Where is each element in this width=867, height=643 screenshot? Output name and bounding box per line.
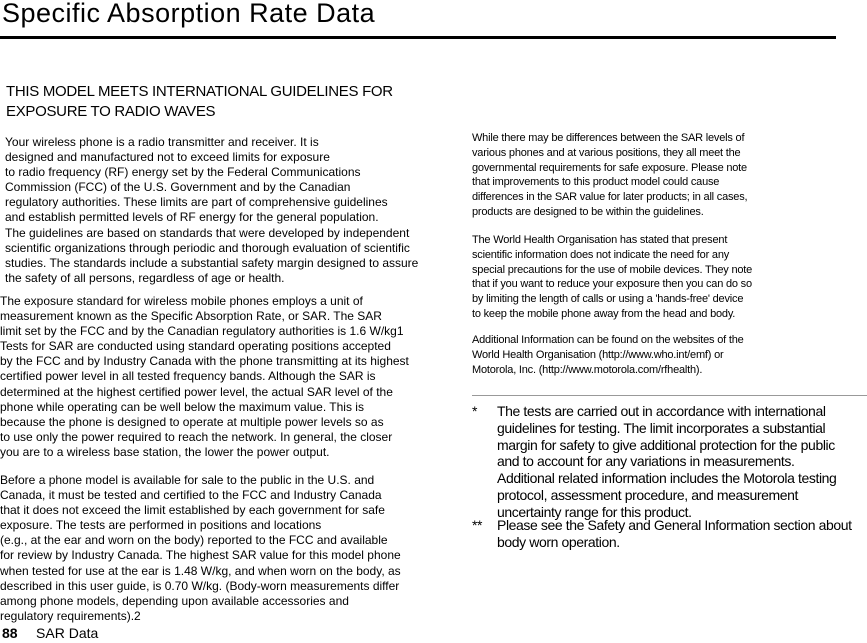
intro-paragraph: Your wireless phone is a radio transmitter and receiver. It is designed and manufactured not to exceed limits for exposure to radio frequency (RF) energy set by the Federal Communications Commission (FCC) of the U.S. Government and by the Canadian regulatory authorities. These limits are part of comprehensive guidelines and establish permitted levels of RF energy for the general population. The guidelines are based on standards that were developed by independent scientific organizations through periodic and thorough evaluation of scientific studies. The standards include a substantial safety margin designed to assure the safety of all persons, regardless of age or health. (5, 135, 419, 285)
page-number: 88 (2, 625, 18, 641)
who-paragraph: The World Health Organisation has stated that present scientific information does not indicate the need for any special precautions for the use of mobile devices. They note that if you want to reduce your exposure then you can do so by limiting the length of calls or using a 'hands-free' device to keep the mobile phone away from the head and body. (472, 234, 753, 320)
heading-line-2: EXPOSURE TO RADIO WAVES (6, 103, 216, 120)
additional-info-paragraph: Additional Information can be found on the websites of the World Health Organisation (http://www.who.int/emf) or Motorola, Inc. (http://www.motorola.com/rfhealth). (472, 334, 744, 376)
footnote-2-mark: ** (472, 517, 483, 533)
footnote-divider (472, 395, 867, 396)
section-heading (6, 82, 446, 122)
footer-section-name: SAR Data (36, 625, 99, 641)
footnote-1-text: The tests are carried out in accordance with international guidelines for testing. The limit incorporates a substantial margin for safety to give additional protection for the public and to account for any variations in measurements. Additional related information includes the Motorola testing protocol, assessment procedure, and measurement uncertainty range for this product. (497, 403, 837, 520)
page-title: Specific Absorption Rate Data (2, 0, 376, 28)
sar-differences-paragraph: While there may be differences between the SAR levels of various phones and at various positions, they all meet the governmental requirements for safe exposure. Please note that improvements to this product model could cause differences in the SAR value for later products; in all cases, products are designed to be within the guidelines. (472, 132, 748, 218)
heading-line-1: THIS MODEL MEETS INTERNATIONAL GUIDELINES FOR (6, 83, 393, 100)
testing-paragraph: Before a phone model is available for sale to the public in the U.S. and Canada, it must be tested and certified to the FCC and Industry Canada that it does not exceed the limit established by each government for safe exposure. The tests are performed in positions and locations (e.g., at the ear and worn on the body) reported to the FCC and available for review by Industry Canada. The highest SAR value for this model phone when tested for use at the ear is 1.48 W/kg, and when worn on the body, as described in this user guide, is 0.70 W/kg. (Body-worn measurements differ among phone models, depending upon available accessories and regulatory requirements).2 (0, 473, 401, 623)
exposure-standard-paragraph: The exposure standard for wireless mobile phones employs a unit of measurement known as the Specific Absorption Rate, or SAR. The SAR limit set by the FCC and by the Canadian regulatory authorities is 1.6 W/kg1 Tests for SAR are conducted using standard operating positions accepted by the FCC and by Industry Canada with the phone transmitting at its highest certified power level in all tested frequency bands. Although the SAR is determined at the highest certified power level, the actual SAR level of the phone while operating can be well below the maximum value. This is because the phone is designed to operate at multiple power levels so as to use only the power required to reach the network. In general, the closer you are to a wireless base station, the lower the power output. (0, 294, 409, 459)
page-footer (2, 625, 98, 643)
title-rule (0, 36, 836, 39)
footnote-1-mark: * (472, 403, 478, 419)
footnote-2-text: Please see the Safety and General Information section about body worn operation. (497, 517, 852, 550)
